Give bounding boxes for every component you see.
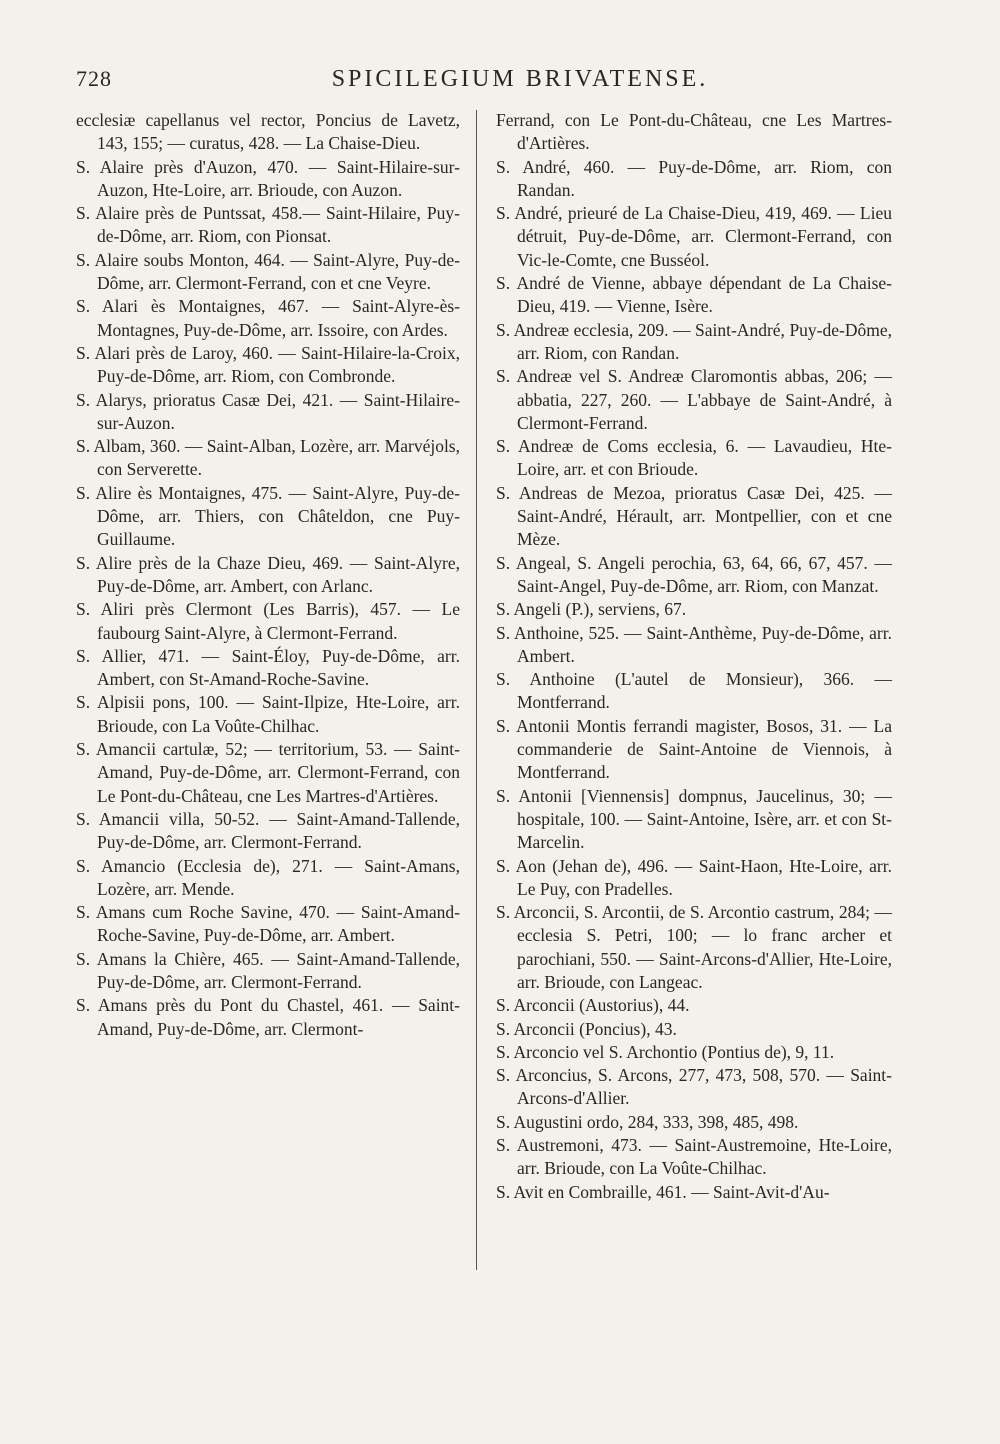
index-entry: S. Arconcii (Poncius), 43. [496,1018,677,1039]
index-entry: S. Anthoine (L'autel de Monsieur), 366. — Montferrand. [496,669,892,713]
left-column [76,109,460,1041]
index-entry: S. Arconcius, S. Arcons, 277, 473, 508, 570. — Saint-Arcons-d'Allier. [496,1065,892,1109]
index-entry: S. Arconcii (Austorius), 44. [496,995,690,1016]
index-entry: S. Allier, 471. — Saint-Éloy, Puy-de-Dôme, arr. Ambert, con St-Amand-Roche-Savine. [76,645,460,690]
index-entry: S. André de Vienne, abbaye dépendant de La Chaise-Dieu, 419. — Vienne, Isère. [496,273,892,317]
index-entry: S. Austremoni, 473. — Saint-Austremoine, Hte-Loire, arr. Brioude, con La Voûte-Chilhac. [496,1135,892,1179]
index-entry: S. Alire ès Montaignes, 475. — Saint-Alyre, Puy-de-Dôme, arr. Thiers, con Châteldon, cne Puy-Guillaume. [76,482,460,550]
index-entry: S. Antonii [Viennensis] dompnus, Jaucelinus, 30; — hospitale, 100. — Saint-Antoine, Isère, arr. et con St-Marcelin. [496,785,892,853]
index-entry: S. Aliri près Clermont (Les Barris), 457. — Le faubourg Saint-Alyre, à Clermont-Ferrand. [76,599,460,643]
index-entry: S. Angeli (P.), serviens, 67. [496,599,687,620]
index-entry: S. Alarys, prioratus Casæ Dei, 421. — Saint-Hilaire-sur-Auzon. [76,389,460,433]
index-entry: S. Alari près de Laroy, 460. — Saint-Hilaire-la-Croix, Puy-de-Dôme, arr. Riom, con Combronde. [76,342,460,387]
index-entry: S. Anthoine, 525. — Saint-Anthème, Puy-de-Dôme, arr. Ambert. [496,622,892,666]
index-entry: S. Amans près du Pont du Chastel, 461. — Saint-Amand, Puy-de-Dôme, arr. Clermont- [76,995,460,1039]
index-entry: S. Avit en Combraille, 461. — Saint-Avit-d'Au- [496,1181,830,1202]
index-entry: S. Andreæ ecclesia, 209. — Saint-André, Puy-de-Dôme, arr. Riom, con Randan. [496,319,892,363]
index-entry: S. Amancio (Ecclesia de), 271. — Saint-Amans, Lozère, arr. Mende. [76,855,460,899]
index-entry: S. Alpisii pons, 100. — Saint-Ilpize, Hte-Loire, arr. Brioude, con La Voûte-Chilhac. [76,692,460,736]
column-divider [476,110,477,1270]
index-entry: S. Alaire près de Puntssat, 458.— Saint-Hilaire, Puy-de-Dôme, arr. Riom, con Pionsat. [76,203,460,247]
index-entry: S. Arconcii, S. Arcontii, de S. Arcontio castrum, 284; — ecclesia S. Petri, 100; — lo franc archer et parochiani, 550. — Saint-Arcons-d'Allier, Hte-Loire, arr. Brioude, con Langeac. [496,902,892,992]
index-entry: S. Antonii Montis ferrandi magister, Bosos, 31. — La commanderie de Saint-Antoine de Viennois, à Montferrand. [496,715,892,783]
index-entry: S. Alari ès Montaignes, 467. — Saint-Alyre-ès-Montagnes, Puy-de-Dôme, arr. Issoire, con Ardes. [76,296,460,340]
index-entry: S. Amancii villa, 50-52. — Saint-Amand-Tallende, Puy-de-Dôme, arr. Clermont-Ferrand. [76,808,460,853]
index-entry: S. Amans cum Roche Savine, 470. — Saint-Amand-Roche-Savine, Puy-de-Dôme, arr. Ambert. [76,902,460,946]
running-title: SPICILEGIUM BRIVATENSE. [331,66,709,92]
index-entry: S. Alaire soubs Monton, 464. — Saint-Alyre, Puy-de-Dôme, arr. Clermont-Ferrand, con et cne Veyre. [76,249,460,294]
index-entry: S. André, 460. — Puy-de-Dôme, arr. Riom, con Randan. [496,156,892,200]
index-entry: S. Andreæ de Coms ecclesia, 6. — Lavaudieu, Hte-Loire, arr. et con Brioude. [496,436,892,480]
index-entry: S. Amancii cartulæ, 52; — territorium, 53. — Saint-Amand, Puy-de-Dôme, arr. Clermont-Ferrand, con Le Pont-du-Château, cne Les Martres-d'Artières. [76,739,460,806]
index-entry: S. Amans la Chière, 465. — Saint-Amand-Tallende, Puy-de-Dôme, arr. Clermont-Ferrand. [76,948,460,992]
right-column [496,109,892,1204]
index-entry: S. Alaire près d'Auzon, 470. — Saint-Hilaire-sur-Auzon, Hte-Loire, arr. Brioude, con Auzon. [76,156,460,200]
index-entry: S. Augustini ordo, 284, 333, 398, 485, 498. [496,1111,799,1132]
index-entry: Ferrand, con Le Pont-du-Château, cne Les Martres-d'Artières. [496,110,892,154]
index-entry: S. Angeal, S. Angeli perochia, 63, 64, 66, 67, 457. — Saint-Angel, Puy-de-Dôme, arr. Riom, con Manzat. [496,552,892,596]
index-entry: ecclesiæ capellanus vel rector, Poncius de Lavetz, 143, 155; — curatus, 428. — La Chaise-Dieu. [76,110,460,154]
index-entry: S. Aon (Jehan de), 496. — Saint-Haon, Hte-Loire, arr. Le Puy, con Pradelles. [496,855,892,899]
index-entry: S. Andreas de Mezoa, prioratus Casæ Dei, 425. — Saint-André, Hérault, arr. Montpellier, con et cne Mèze. [496,482,892,550]
index-entry: S. Andreæ vel S. Andreæ Claromontis abbas, 206; — abbatia, 227, 260. — L'abbaye de Saint-André, à Clermont-Ferrand. [496,366,892,433]
index-entry: S. Albam, 360. — Saint-Alban, Lozère, arr. Marvéjols, con Serverette. [76,436,460,480]
index-entry: S. Alire près de la Chaze Dieu, 469. — Saint-Alyre, Puy-de-Dôme, arr. Ambert, con Arlanc. [76,552,460,596]
index-entry: S. André, prieuré de La Chaise-Dieu, 419, 469. — Lieu détruit, Puy-de-Dôme, arr. Clermont-Ferrand, con Vic-le-Comte, cne Busséol. [496,203,892,270]
page-number: 728 [76,66,112,91]
index-entry: S. Arconcio vel S. Archontio (Pontius de), 9, 11. [496,1041,835,1062]
